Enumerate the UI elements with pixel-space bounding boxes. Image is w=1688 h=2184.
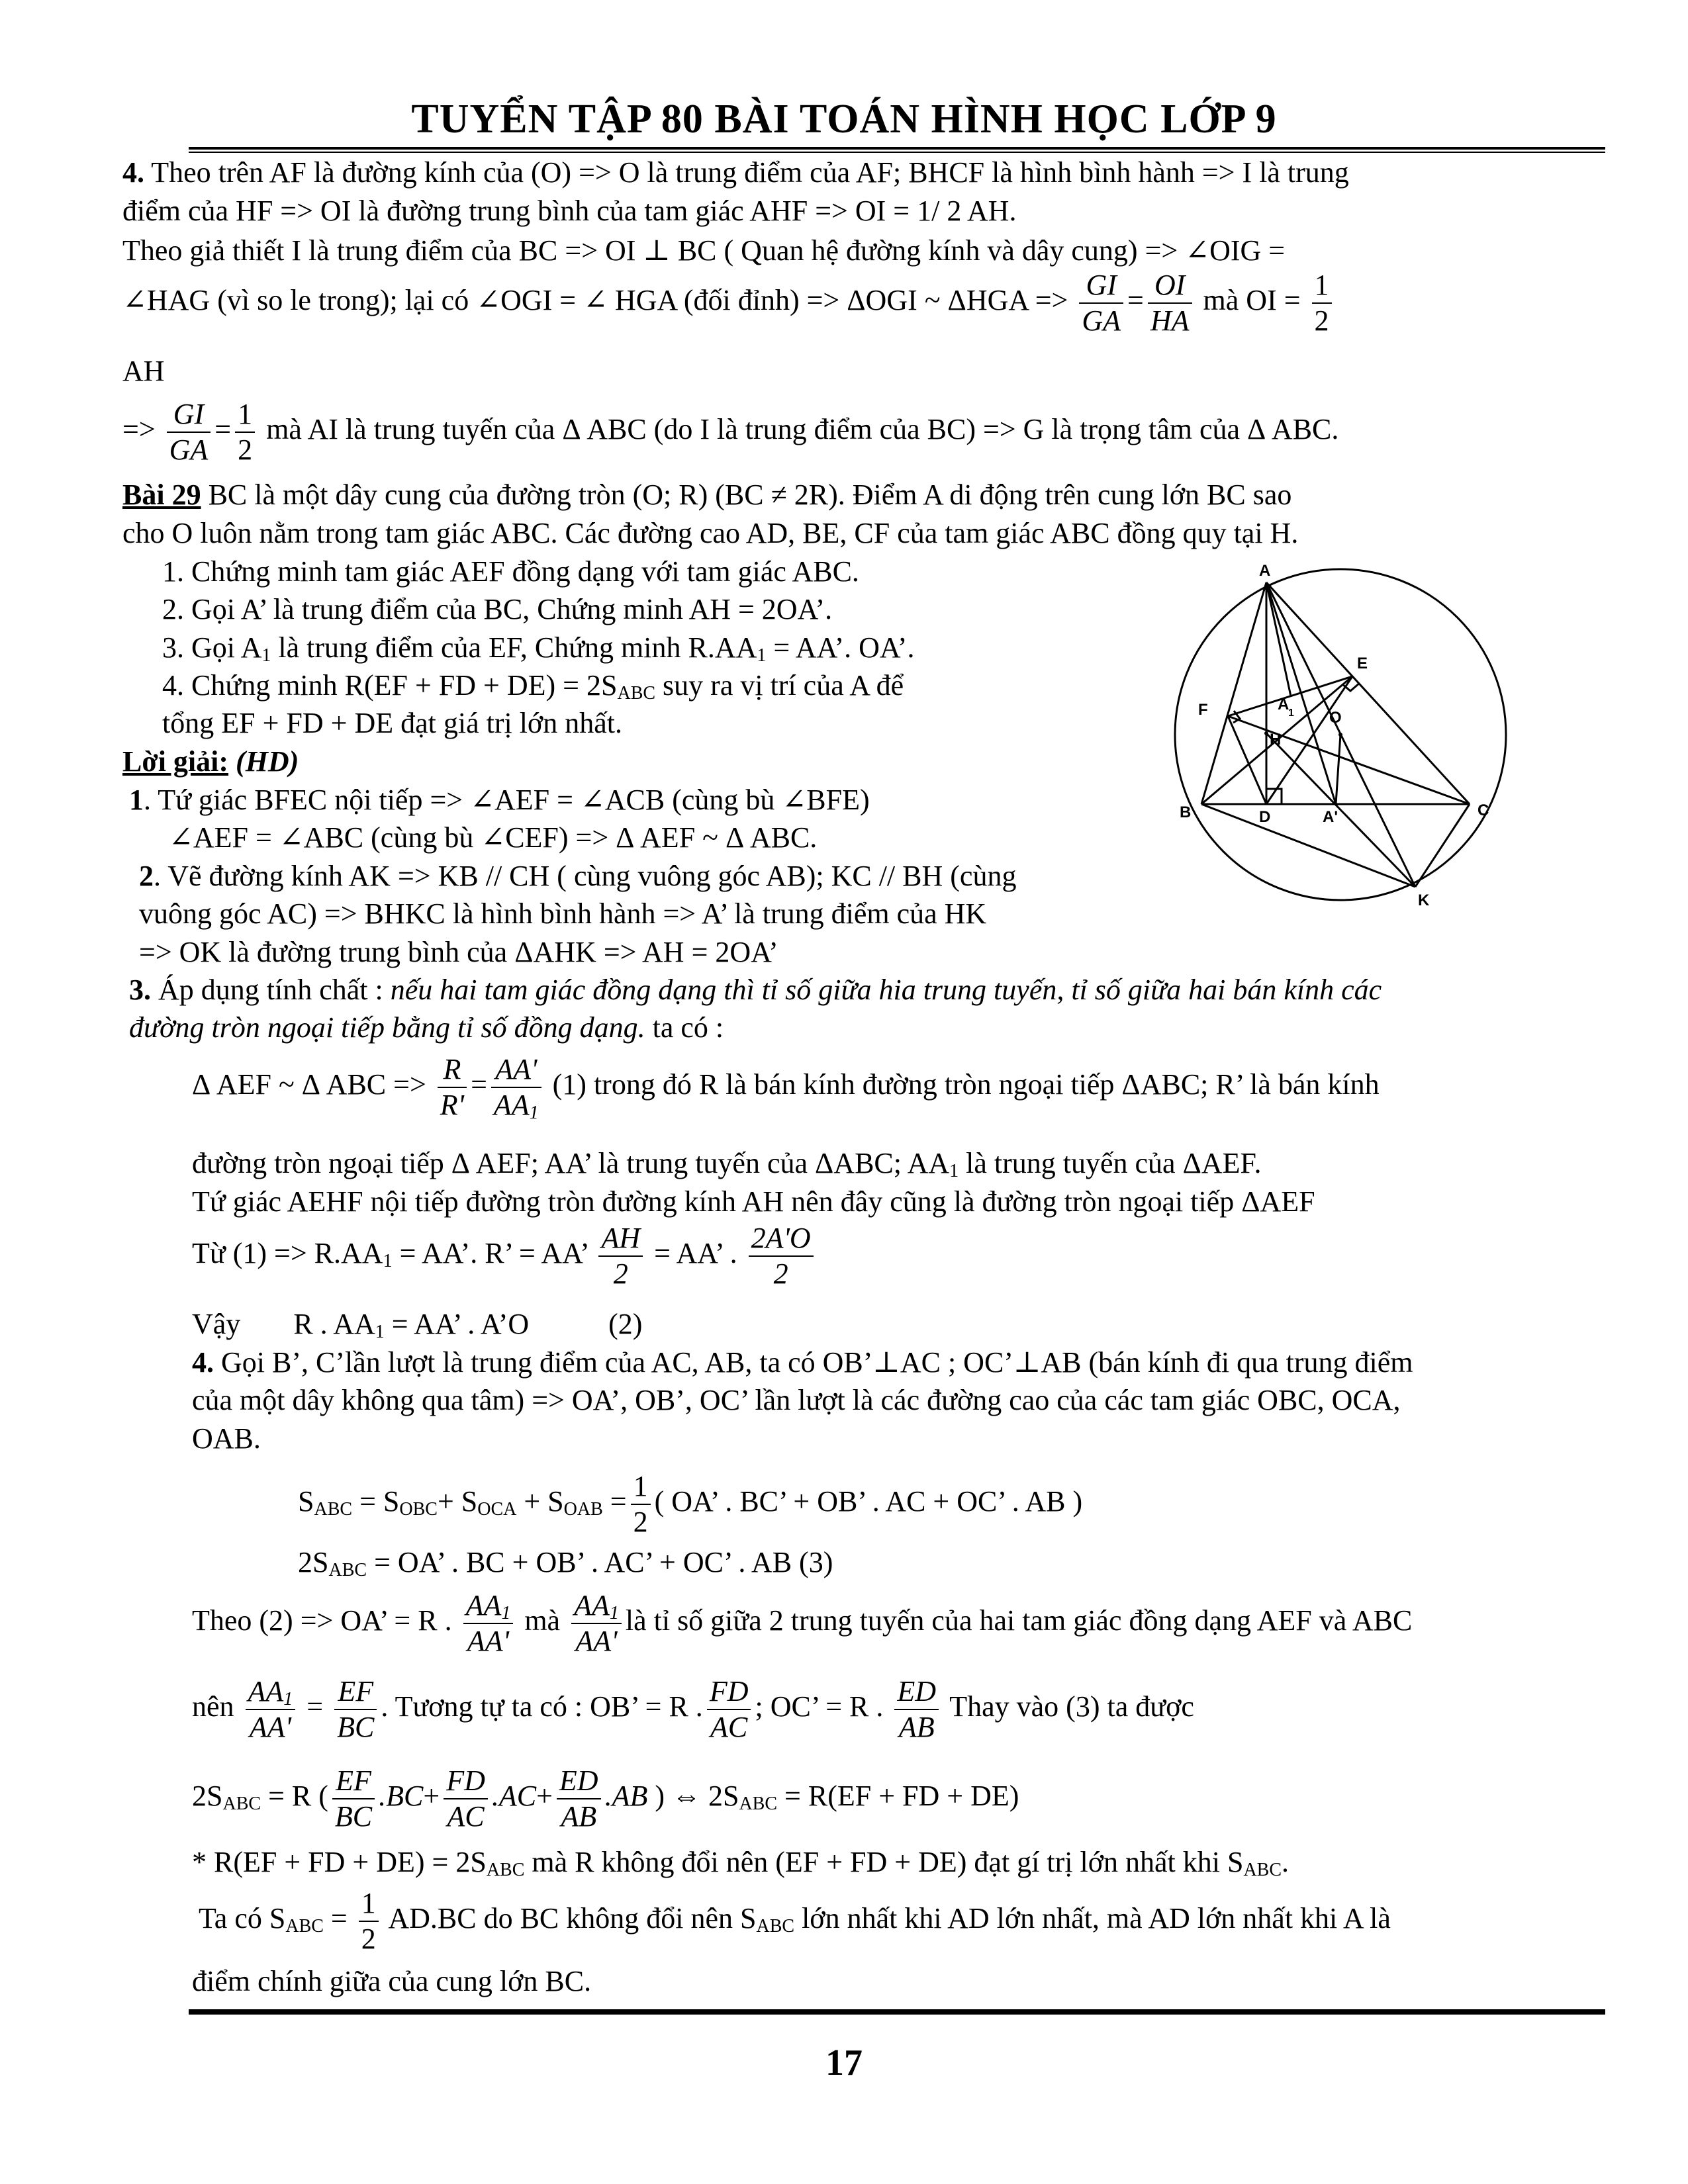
fraction-ed-ab: $\frac{ED}{AB}$ <box>894 1674 939 1745</box>
fraction-aa1-aa: $\frac{AA_1}{AA'}$ <box>463 1588 514 1659</box>
solution-3-line5: Tứ giác AEHF nội tiếp đường tròn đường kính AH nên đây cũng là đường tròn ngoại tiếp ΔAEF <box>192 1185 1315 1218</box>
prev-part4-line5: AH <box>122 355 165 387</box>
label-a1: A <box>1278 696 1289 713</box>
label-f: F <box>1198 701 1208 719</box>
point-o <box>1338 733 1342 737</box>
prev-part4-line4: ∠HAG (vì so le trong); lại có ∠OGI = ∠ HGA (đối đỉnh) => ΔOGI ~ ΔHGA => $\frac{GI}{GA}$ = $\frac{OI}{HA}$ mà OI = $\frac{1}{2}$ <box>122 268 1336 338</box>
fraction-half-2: $\frac{1}{2}$ <box>235 397 255 467</box>
point-h <box>1264 731 1268 735</box>
problem-29-question-2: 2. Gọi A’ là trung điểm của BC, Chứng minh AH = 2OA’. <box>162 593 833 625</box>
solution-4-final: điểm chính giữa của cung lớn BC. <box>192 1965 592 1997</box>
solution-4-ratios: nên $\frac{AA_1}{AA'}$ = $\frac{EF}{BC}$ . Tương tự ta có : OB’ = R . $\frac{FD}{AC}$ ; OC’ = R . $\frac{ED}{AB}$ Thay vào (3) ta được <box>192 1675 1194 1743</box>
fraction-gi-ga: $\frac{GI}{GA}$ <box>1079 268 1123 338</box>
fraction-fd-ac-2: $\frac{FD}{AC}$ <box>444 1764 488 1834</box>
prev-part4-line6: => $\frac{GI}{GA}$ = $\frac{1}{2}$ mà AI là trung tuyến của Δ ABC (do I là trung điểm của BC) => G là trọng tâm của Δ ABC. <box>122 398 1339 466</box>
label-k: K <box>1418 891 1430 909</box>
fraction-ef-bc: $\frac{EF}{BC}$ <box>334 1674 377 1745</box>
prev-part4-line2: điểm của HF => OI là đường trung bình của tam giác AHF => OI = 1/ 2 AH. <box>122 195 1017 227</box>
label-a-prime: A' <box>1323 808 1338 826</box>
problem-29-statement-line1: Bài 29 BC là một dây cung của đường tròn (O; R) (BC ≠ 2R). Điểm A di động trên cung lớn BC sao <box>122 478 1292 511</box>
fraction-gi-ga-2: $\frac{GI}{GA}$ <box>167 397 211 467</box>
right-angle-e <box>1342 683 1360 691</box>
prev-part4-line1: 4. Theo trên AF là đường kính của (O) => O là trung điểm của AF; BHCF là hình bình hành => I là trung <box>122 156 1349 189</box>
solution-4-area-sum: $S_{ABC} = S_{OBC}+ S_{OCA} + S_{OAB}$ = $\frac{1}{2}$ ( OA’ . BC’ + OB’ . AC + OC’ . AB ) <box>298 1470 1083 1538</box>
footer-rule <box>189 2009 1605 2015</box>
solution-2-line3: => OK là đường trung bình của ΔAHK => AH = 2OA’ <box>139 936 778 968</box>
solution-3-line4: đường tròn ngoại tiếp Δ AEF; AA’ là trung tuyến của ΔABC; $AA_1$ là trung tuyến của ΔAEF. <box>192 1147 1262 1181</box>
problem-29-question-3: 3. Gọi $A_1$ là trung điểm của EF, Chứng minh $R.AA_1$ = AA’. OA’. <box>162 631 915 666</box>
solution-3-line2: đường tròn ngoại tiếp bằng tỉ số đồng dạng. ta có : <box>129 1011 724 1044</box>
label-a: A <box>1259 562 1271 580</box>
problem-29-question-4-cont: tổng EF + FD + DE đạt giá trị lớn nhất. <box>162 707 622 739</box>
prev-part4-line3: Theo giả thiết I là trung điểm của BC => OI ⊥ BC ( Quan hệ đường kính và dây cung) => ∠OIG = <box>122 234 1286 267</box>
solution-4-area-formula: Ta có $S_{ABC}$ = $\frac{1}{2}$ AD.BC do BC không đổi nên $S_{ABC}$ lớn nhất khi AD lớn nhất, mà AD lớn nhất khi A là <box>199 1887 1391 1955</box>
solution-2-line1: 2. Vẽ đường kính AK => KB // CH ( cùng vuông góc AB); KC // BH (cùng <box>139 860 1017 892</box>
segment-bk <box>1201 804 1415 887</box>
label-d: D <box>1259 808 1271 826</box>
solution-4-substitution: $2S_{ABC} = R$ ( $\frac{EF}{BC}$ .BC+ $\frac{FD}{AC}$ .AC+ $\frac{ED}{AB}$ .AB ) ⇔ $2S_{ABC} = R(EF$ + FD + DE) <box>192 1764 1019 1833</box>
problem-29-statement-line2: cho O luôn nằm trong tam giác ABC. Các đường cao AD, BE, CF của tam giác ABC đồng quy tại H. <box>122 517 1299 549</box>
problem-29-question-1: 1. Chứng minh tam giác AEF đồng dạng với tam giác ABC. <box>162 555 859 588</box>
fraction-oi-ha: $\frac{OI}{HA}$ <box>1148 268 1192 338</box>
solution-1-line1: 1. Tứ giác BFEC nội tiếp => ∠AEF = ∠ACB (cùng bù ∠BFE) <box>129 784 870 816</box>
solution-4-max-statement: * R(EF + FD + $DE) = 2S_{ABC}$ mà R không đổi nên (EF + FD + DE) đạt gí trị lớn nhất khi $S_{ABC}$. <box>192 1846 1289 1880</box>
solution-3-conclusion: Vậy R . $AA_1$ = AA’ . A’O (2) <box>192 1308 643 1342</box>
altitude-cf <box>1228 716 1470 804</box>
segment-oa-prime <box>1336 735 1340 804</box>
label-h: H <box>1270 731 1282 749</box>
fraction-ed-ab-2: $\frac{ED}{AB}$ <box>557 1764 601 1834</box>
solution-4-theo2: Theo (2) => OA’ = R . $\frac{AA_1}{AA'}$ mà $\frac{AA_1}{AA'}$ là tỉ số giữa 2 trung tuyến của hai tam giác đồng dạng AEF và ABC <box>192 1589 1413 1657</box>
segment-fd <box>1228 716 1266 804</box>
solution-4-line2: của một dây không qua tâm) => OA’, OB’, OC’ lần lượt là các đường cao của các tam giác OBC, OCA, <box>192 1384 1401 1416</box>
fraction-aa1-aa-2: $\frac{AA_1}{AA'}$ <box>571 1588 622 1659</box>
label-e: E <box>1357 655 1368 672</box>
fraction-ah-2: $\frac{AH}{2}$ <box>598 1221 643 1291</box>
solution-3-line1: 3. Áp dụng tính chất : nếu hai tam giác đồng dạng thì tỉ số giữa hia trung tuyến, tỉ số giữa hai bán kính các <box>129 974 1382 1006</box>
fraction-half: $\frac{1}{2}$ <box>1312 268 1332 338</box>
label-c: C <box>1477 801 1489 819</box>
fraction-ef-bc-2: $\frac{EF}{BC}$ <box>332 1764 375 1834</box>
label-o: O <box>1329 709 1342 727</box>
label-b: B <box>1180 803 1192 821</box>
solution-2-line2: vuông góc AC) => BHKC là hình bình hành => A’ là trung điểm của HK <box>139 897 987 930</box>
fraction-2ao-2: $\frac{2A'O}{2}$ <box>749 1221 814 1291</box>
fraction-half-4: $\frac{1}{2}$ <box>359 1886 379 1956</box>
fraction-fd-ac: $\frac{FD}{AC}$ <box>707 1674 751 1745</box>
header-rule-thin <box>189 152 1605 153</box>
fraction-r-rprime: $\frac{R}{R'}$ <box>438 1052 467 1122</box>
segment-ka-prime <box>1266 582 1336 804</box>
solution-3-similarity: Δ AEF ~ Δ ABC => $\frac{R}{R'}$ = $\frac{AA'}{AA_1}$ (1) trong đó R là bán kính đường tròn ngoại tiếp ΔABC; R’ là bán kính <box>192 1053 1380 1123</box>
solution-3-derivation: Từ $(1) => R.AA_1$ = AA’. R’ = AA’ $\frac{AH}{2}$ = AA’ . $\frac{2A'O}{2}$ <box>192 1221 818 1291</box>
solution-4-eq3: $2S_{ABC}$ = OA’ . BC + OB’ . AC’ + OC’ . AB (3) <box>298 1546 833 1580</box>
side-ab <box>1201 582 1266 804</box>
page-header-title: TUYỂN TẬP 80 BÀI TOÁN HÌNH HỌC LỚP 9 <box>411 97 1277 142</box>
solution-4-line3: OAB. <box>192 1422 261 1455</box>
problem-29-question-4: 4. Chứng minh R(EF + FD + $DE) = 2S_{ABC}$ suy ra vị trí của A để <box>162 669 904 704</box>
segment-ck <box>1415 804 1470 887</box>
solution-1-line2: ∠AEF = ∠ABC (cùng bù ∠CEF) => Δ AEF ~ Δ ABC. <box>169 821 818 854</box>
solution-heading: Lời giải: (HD) <box>122 745 299 778</box>
label-a1-sub: 1 <box>1288 707 1294 719</box>
page-number: 17 <box>825 2042 863 2083</box>
fraction-aa1-aa-3: $\frac{AA_1}{AA'}$ <box>246 1674 296 1745</box>
solution-4-line1: 4. Gọi B’, C’lần lượt là trung điểm của AC, AB, ta có OB’⊥AC ; OC’⊥AB (bán kính đi qua trung điểm <box>192 1346 1413 1379</box>
header-rule <box>189 147 1605 150</box>
fraction-aa-aa1: $\frac{AA'}{AA_1}$ <box>491 1052 541 1122</box>
segment-aa1 <box>1266 582 1291 696</box>
fraction-half-3: $\frac{1}{2}$ <box>631 1469 651 1539</box>
geometry-figure <box>1172 556 1529 913</box>
